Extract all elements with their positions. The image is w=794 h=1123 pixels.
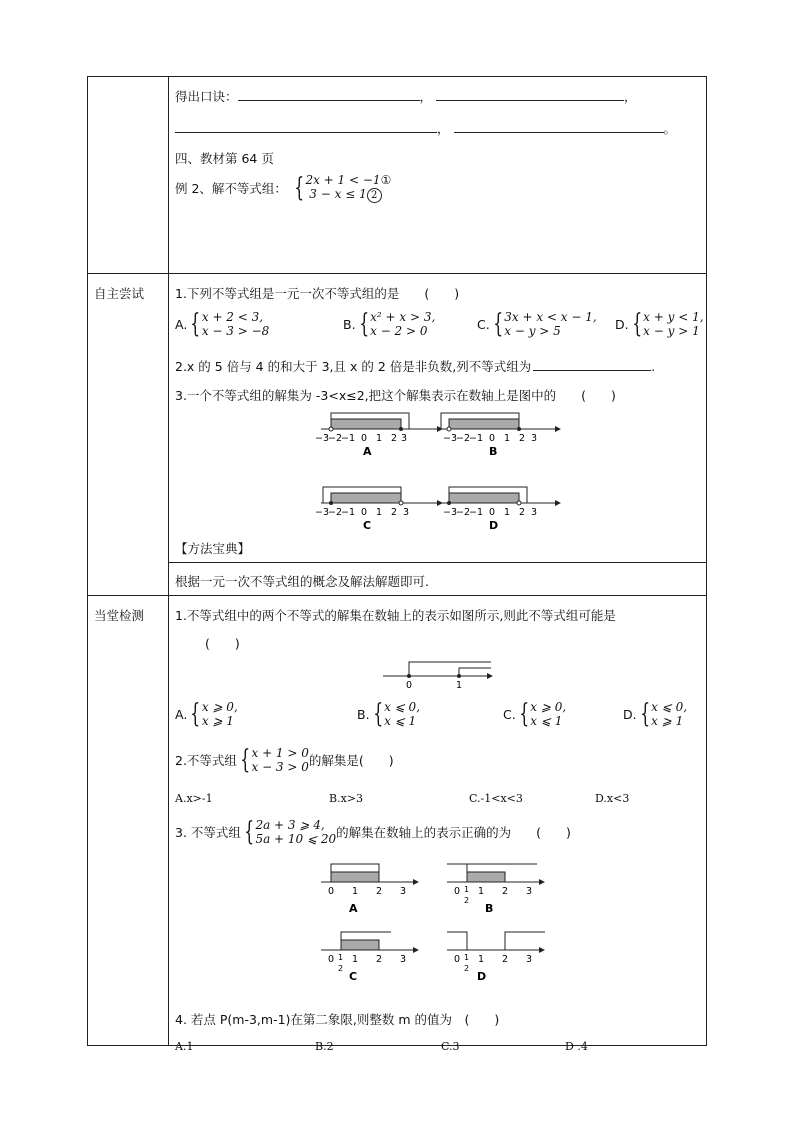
tick-label: 2 (391, 433, 398, 444)
figure-label: C (363, 519, 372, 532)
tick-label: 2 (502, 886, 509, 897)
q2-stem: 2.x 的 5 倍与 4 的和大于 3,且 x 的 2 倍是非负数,列不等式组为 . (175, 359, 656, 374)
tick-label: 1 (376, 433, 383, 444)
koujue-line-1: 得出口诀： ， ， (175, 89, 637, 104)
circled-2-icon: 2 (367, 188, 382, 203)
row2-label: 自主尝试 (88, 274, 169, 596)
figure-label: B (489, 445, 498, 458)
arrow-icon (413, 947, 419, 953)
check-q1-figure (381, 656, 497, 690)
tick-label: 2 (519, 507, 526, 518)
tick-label: −1 (469, 507, 484, 518)
tick-label: −2 (328, 507, 343, 518)
brace-icon: { (240, 745, 251, 775)
tick-label: 0 (489, 433, 496, 444)
tick-label: −3 (443, 507, 458, 518)
tick-label: 1 (352, 886, 359, 897)
tick-label: 3 (526, 954, 533, 965)
tick-label: 1 (456, 680, 463, 691)
blank-3[interactable] (175, 120, 437, 133)
tick-label: 1 (504, 507, 511, 518)
tick-label: 2 (391, 507, 398, 518)
fraction-numerator: 1 (464, 953, 470, 962)
row-derivation (88, 77, 707, 274)
tick-label: 1 (504, 433, 511, 444)
tick-label: 3 (531, 433, 538, 444)
method-text: 根据一元一次不等式组的概念及解法解题即可. (175, 574, 429, 589)
arrow-icon (539, 947, 545, 953)
q1-option-b[interactable]: B. { x² + x > 3, x − 2 > 0 (343, 309, 436, 339)
figure-label: A (349, 902, 358, 915)
section-4-title: 四、教材第 64 页 (175, 151, 274, 166)
figure-d[interactable] (447, 932, 545, 983)
check-q4-option-c[interactable]: C.3 (441, 1040, 460, 1053)
tick-label: 1 (376, 507, 383, 518)
figure-d[interactable] (439, 487, 561, 532)
check-q2-option-c[interactable]: C.-1<x<3 (469, 792, 523, 805)
fraction-numerator: 1 (464, 885, 470, 894)
brace-icon: { (358, 309, 369, 339)
figure-c[interactable] (315, 487, 443, 532)
figure-b[interactable] (447, 864, 545, 915)
check-q2-option-a[interactable]: A.x>-1 (175, 792, 213, 805)
check-q1-option-d[interactable]: D. { x ⩽ 0, x ⩾ 1 (623, 699, 688, 729)
tick-label: −1 (341, 507, 356, 518)
row3-content (169, 596, 707, 1053)
tick-label: 1 (478, 886, 485, 897)
tick-label: 0 (489, 507, 496, 518)
figure-label: D (489, 519, 499, 532)
check-q3-figures (319, 858, 569, 1000)
check-q4-stem: 4. 若点 P(m-3,m-1)在第二象限,则整数 m 的值为 ( ) (175, 1012, 500, 1027)
check-q3-stem: 3. 不等式组 { 2a + 3 ⩾ 4, 5a + 10 ⩽ 20 的解集在数轴上的表示正确的为 ( ) (175, 817, 571, 847)
tick-label: 3 (526, 886, 533, 897)
example-2: 例 2、解不等式组： { 2x + 1 < −1① 3 − x ≤ 1 2 (175, 173, 392, 203)
figure-a[interactable] (315, 413, 443, 458)
arrow-icon (539, 879, 545, 885)
q1-stem: 1.下列不等式组是一元一次不等式组的是 ( ) (175, 286, 460, 301)
row-class-check (88, 596, 707, 1046)
tick-label: −3 (443, 433, 458, 444)
blank-1[interactable] (238, 88, 420, 101)
fraction-numerator: 1 (338, 953, 344, 962)
check-q4-option-a[interactable]: A.1 (175, 1040, 194, 1053)
check-q2-option-d[interactable]: D.x<3 (595, 792, 630, 805)
tick-label: 1 (352, 954, 359, 965)
check-q4-option-b[interactable]: B.2 (315, 1040, 334, 1053)
figure-c[interactable] (321, 932, 419, 983)
figure-label: C (349, 970, 358, 983)
arrow-icon (413, 879, 419, 885)
tick-label: −2 (456, 433, 471, 444)
brace-icon: { (190, 699, 201, 729)
brace-icon: { (519, 699, 529, 729)
fraction-denominator: 2 (464, 964, 470, 973)
brace-icon: { (631, 309, 642, 339)
check-q2-stem: 2.不等式组 { x + 1 > 0 x − 3 > 0 的解集是( ) (175, 745, 394, 775)
koujue-line-2: ， 。 (175, 119, 676, 137)
check-q1-option-b[interactable]: B. { x ⩽ 0, x ⩽ 1 (357, 699, 421, 729)
row3-label: 当堂检测 (88, 596, 169, 1046)
tick-label: 3 (531, 507, 538, 518)
brace-icon: { (294, 173, 305, 203)
row1-content (169, 77, 707, 274)
row2-content (169, 274, 707, 596)
row-self-try (88, 274, 707, 596)
arrow-icon (487, 673, 493, 679)
tick-label: 3 (403, 507, 410, 518)
arrow-icon (555, 500, 561, 506)
fraction-denominator: 2 (338, 964, 344, 973)
q1-option-c[interactable]: C. { 3x + x < x − 1, x − y > 5 (477, 309, 597, 339)
method-title: 【方法宝典】 (175, 541, 251, 556)
tick-label: −3 (315, 433, 330, 444)
check-q1-options (175, 700, 705, 732)
tick-label: −1 (341, 433, 356, 444)
arrow-icon (555, 426, 561, 432)
tick-label: −3 (315, 507, 330, 518)
check-q4-option-d[interactable]: D .4 (565, 1040, 588, 1053)
q3-figures (315, 407, 619, 537)
check-q1-stem: 1.不等式组中的两个不等式的解集在数轴上的表示如图所示,则此不等式组可能是 (175, 608, 616, 623)
q2-blank[interactable] (533, 358, 651, 371)
check-q1-option-c[interactable]: C. { x ⩾ 0, x ⩽ 1 (503, 699, 567, 729)
blank-4[interactable] (454, 120, 664, 133)
row1-label (88, 77, 169, 274)
tick-label: 2 (376, 886, 383, 897)
tick-label: 0 (406, 680, 413, 691)
tick-label: 3 (400, 954, 407, 965)
figure-b[interactable] (439, 413, 561, 458)
tick-label: 2 (502, 954, 509, 965)
q1-option-d[interactable]: D. { x + y < 1, x − y > 1 (615, 309, 704, 339)
q1-option-a[interactable]: A. { x + 2 < 3, x − 3 > −8 (175, 309, 270, 339)
tick-label: −2 (328, 433, 343, 444)
brace-icon: { (244, 817, 255, 847)
check-q1-option-a[interactable]: A. { x ⩾ 0, x ⩾ 1 (175, 699, 238, 729)
tick-label: 2 (519, 433, 526, 444)
brace-icon: { (493, 309, 503, 339)
brace-icon: { (190, 309, 201, 339)
check-q1-paren: ( ) (205, 636, 240, 651)
example-2-system: { 2x + 1 < −1① 3 − x ≤ 1 2 (294, 173, 392, 203)
blank-2[interactable] (436, 88, 624, 101)
tick-label: −1 (469, 433, 484, 444)
tick-label: 3 (400, 886, 407, 897)
tick-label: 1 (478, 954, 485, 965)
tick-label: 0 (328, 886, 335, 897)
tick-label: −2 (456, 507, 471, 518)
figure-a[interactable] (321, 864, 419, 915)
method-divider (169, 562, 707, 563)
check-q2-option-b[interactable]: B.x>3 (329, 792, 363, 805)
q3-stem: 3.一个不等式组的解集为 -3<x≤2,把这个解集表示在数轴上是图中的 ( ) (175, 388, 616, 403)
tick-label: 3 (401, 433, 408, 444)
tick-label: 0 (361, 433, 368, 444)
figure-label: A (363, 445, 372, 458)
q1-options (175, 310, 705, 342)
figure-label: D (477, 970, 487, 983)
lesson-table (87, 76, 707, 1053)
tick-label: 0 (328, 954, 335, 965)
tick-label: 0 (454, 886, 461, 897)
tick-label: 2 (376, 954, 383, 965)
tick-label: 0 (361, 507, 368, 518)
figure-label: B (485, 902, 494, 915)
tick-label: 0 (454, 954, 461, 965)
brace-icon: { (372, 699, 383, 729)
fraction-denominator: 2 (464, 896, 470, 905)
brace-icon: { (639, 699, 650, 729)
